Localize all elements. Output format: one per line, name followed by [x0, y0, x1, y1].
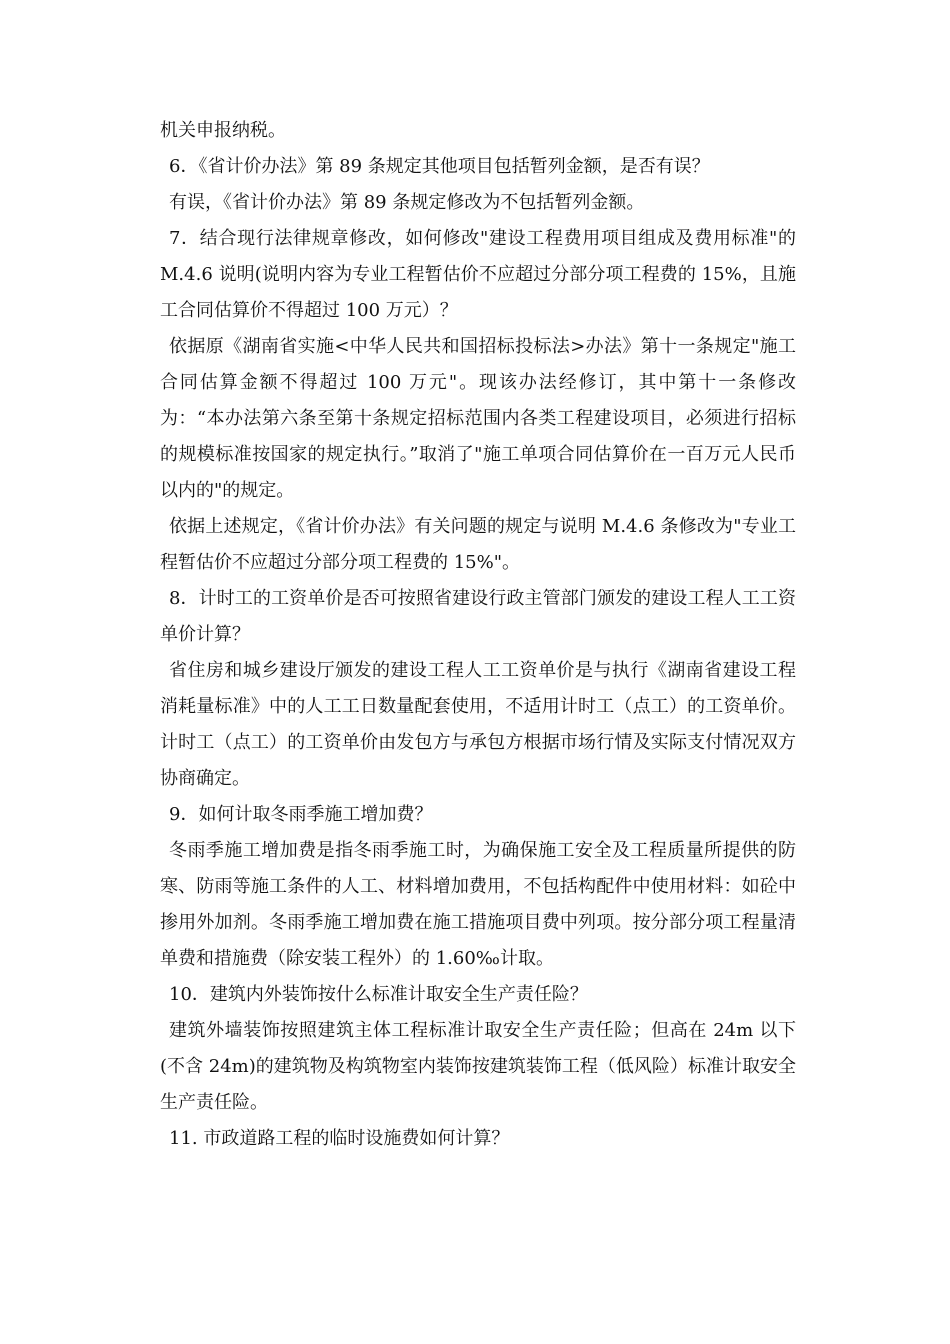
question-7: 7．结合现行法律规章修改，如何修改"建设工程费用项目组成及费用标准"的 M.4.6 说明(说明内容为专业工程暂估价不应超过分部分项工程费的 15%，且施工合同估算价不得超过 100 万元）？ — [160, 228, 796, 321]
question-11: 11. 市政道路工程的临时设施费如何计算？ — [169, 1128, 510, 1149]
document-body — [160, 113, 796, 1157]
answer-10: 建筑外墙装饰按照建筑主体工程标准计取安全生产责任险；但高在 24m 以下(不含 24m)的建筑物及构筑物室内装饰按建筑装饰工程（低风险）标准计取安全生产责任险。 — [160, 1020, 796, 1113]
question-6: 6．《省计价办法》第 89 条规定其他项目包括暂列金额，是否有误？ — [169, 156, 710, 177]
answer-7-part-2: 依据上述规定，《省计价办法》有关问题的规定与说明 M.4.6 条修改为"专业工程暂估价不应超过分部分项工程费的 15%"。 — [160, 516, 796, 573]
paragraph-continuation: 机关申报纳税。 — [160, 120, 286, 141]
question-9: 9．如何计取冬雨季施工增加费？ — [169, 804, 433, 825]
answer-9: 冬雨季施工增加费是指冬雨季施工时，为确保施工安全及工程质量所提供的防寒、防雨等施工条件的人工、材料增加费用，不包括构配件中使用材料：如砼中掺用外加剂。冬雨季施工增加费在施工措施项目费中列项。按分部分项工程量清单费和措施费（除安装工程外）的 1.60‰计取。 — [160, 840, 796, 969]
answer-8: 省住房和城乡建设厅颁发的建设工程人工工资单价是与执行《湖南省建设工程消耗量标准》中的人工工日数量配套使用，不适用计时工（点工）的工资单价。计时工（点工）的工资单价由发包方与承包方根据市场行情及实际支付情况双方协商确定。 — [160, 660, 796, 789]
question-10: 10．建筑内外装饰按什么标准计取安全生产责任险？ — [169, 984, 588, 1005]
answer-6: 有误，《省计价办法》第 89 条规定修改为不包括暂列金额。 — [169, 192, 645, 213]
answer-7-part-1: 依据原《湖南省实施<中华人民共和国招标投标法>办法》第十一条规定"施工合同估算金额不得超过 100 万元"。现该办法经修订，其中第十一条修改为：“本办法第六条至第十条规定招标范围内各类工程建设项目，必须进行招标的规模标准按国家的规定执行。”取消了"施工单项合同估算价在一百万元人民币以内的"的规定。 — [160, 336, 796, 501]
question-8: 8．计时工的工资单价是否可按照省建设行政主管部门颁发的建设工程人工工资单价计算？ — [160, 588, 796, 645]
